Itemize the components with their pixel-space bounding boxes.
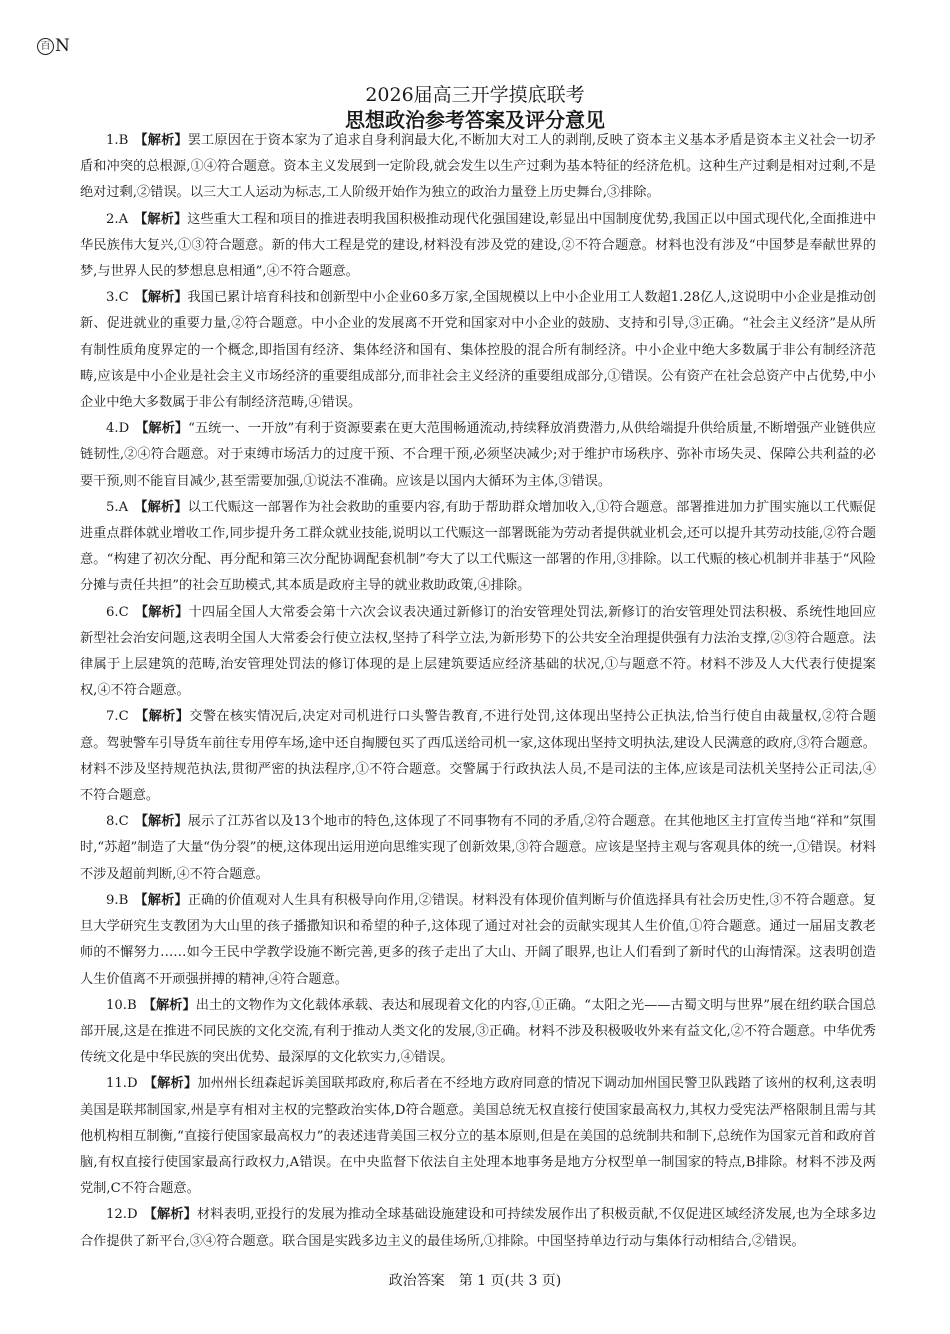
answer-item bbox=[80, 1202, 876, 1254]
logo-letter: N bbox=[55, 36, 70, 56]
answer-item bbox=[80, 888, 876, 993]
answer-item bbox=[80, 704, 876, 809]
analysis-text: 罢工原因在于资本家为了追求自身利润最大化,不断加大对工人的剥削,反映了资本主义基本矛盾是资本主义社会一切矛盾和冲突的总根源,①④符合题意。资本主义发展到一定阶段,就会发生以生产过剩为基本特征的经济危机。这种生产过剩是相对过剩,不是绝对过剩,②错误。以三大工人运动为标志,工人阶级开始作为独立的政治力量登上历史舞台,③排除。 bbox=[80, 133, 876, 201]
answer-number: 1.B bbox=[106, 133, 129, 148]
analysis-text: “五统一、一开放”有利于资源要素在更大范围畅通流动,持续释放消费潜力,从供给端提升供给质量,不断增强产业链供应链韧性,②④符合题意。对于束缚市场活力的过度干预、不合理干预,必须坚决减少;对于维护市场秩序、弥补市场失灵、保障公共利益的必要干预,则不能盲目减少,甚至需要加强,①说法不准确。应该是以国内大循环为主体,③错误。 bbox=[80, 421, 877, 489]
answer-item bbox=[80, 285, 876, 416]
analysis-text: 展示了江苏省以及13个地市的特色,这体现了不同事物有不同的矛盾,②符合题意。在其他地区主打宣传当地“祥和”氛围时,“苏超”制造了大量“伪分裂”的梗,这体现出运用逆向思维实现了创新效果,③符合题意。应该是坚持主观与客观具体的统一,①错误。材料不涉及超前判断,④不符合题意。 bbox=[80, 814, 876, 882]
analysis-text: 正确的价值观对人生具有积极导向作用,②错误。材料没有体现价值判断与价值选择具有社会历史性,③不符合题意。复旦大学研究生支教团为大山里的孩子播撒知识和希望的种子,这体现了通过对社会的贡献实现其人生价值,①符合题意。通过一届届支教老师的不懈努力……如今王民中学教学设施不断完善,更多的孩子走出了大山、开阔了眼界,也让人们看到了新时代的山海情深。这表明创造人生价值离不开顽强拼搏的精神,④符合题意。 bbox=[80, 892, 876, 987]
analysis-text: 这些重大工程和项目的推进表明我国积极推动现代化强国建设,彰显出中国制度优势,我国正以中国式现代化,全面推进中华民族伟大复兴,①③符合题意。新的伟大工程是党的建设,材料没有涉及党的建设,②不符合题意。材料也没有涉及“中国梦是奉献世界的梦,与世界人民的梦想息息相通”,④不符合题意。 bbox=[80, 211, 877, 280]
answer-number: 9.B bbox=[106, 892, 129, 908]
analysis-tag: 【解析】 bbox=[142, 997, 196, 1013]
logo-circle-mark: 百 bbox=[37, 38, 54, 55]
answer-item bbox=[80, 495, 876, 600]
analysis-text: 出土的文物作为文化载体承载、表达和展现着文化的内容,①正确。“太阳之光——古蜀文明与世界”展在纽约联合国总部开展,这是在推进不同民族的文化交流,有利于推动人类文化的发展,③正确。材料不涉及积极吸收外来有益文化,②不符合题意。中华优秀传统文化是中华民族的突出优势、最深厚的文化软实力,④错误。 bbox=[80, 997, 877, 1066]
analysis-text: 交警在核实情况后,决定对司机进行口头警告教育,不进行处罚,这体现出坚持公正执法,恰当行使自由裁量权,②符合题意。驾驶警车引导货车前往专用停车场,途中还自掏腰包买了西瓜送给司机一家,这体现出坚持文明执法,建设人民满意的政府,③符合题意。材料不涉及坚持规范执法,贯彻严密的执法程序,①不符合题意。交警属于行政执法人员,不是司法的主体,应该是司法机关坚持公正司法,④不符合题意。 bbox=[80, 709, 877, 804]
answer-list bbox=[80, 128, 876, 1255]
answer-item bbox=[80, 128, 876, 207]
answer-number: 7.C bbox=[106, 709, 129, 725]
answer-number: 2.A bbox=[106, 211, 129, 227]
answer-number: 12.D bbox=[106, 1207, 138, 1223]
analysis-text: 加州州长纽森起诉美国联邦政府,称后者在不经地方政府同意的情况下调动加州国民警卫队践踏了该州的权利,这表明美国是联邦制国家,州是享有相对主权的完整政治实体,D符合题意。美国总统无权直接行使国家最高权力,其权力受宪法严格限制且需与其他机构相互制衡,“直接行使国家最高权力”的表述违背美国三权分立的基本原则,但是在美国的总统制共和制下,总统作为国家元首和政府首脑,有权直接行使国家最高行政权力,A错误。在中央监督下依法自主处理本地事务是地方分权型单一制国家的特点,B排除。材料不涉及两党制,C不符合题意。 bbox=[80, 1076, 877, 1197]
analysis-tag: 【解析】 bbox=[134, 604, 189, 620]
analysis-tag: 【解析】 bbox=[134, 133, 188, 148]
answer-number: 4.D bbox=[106, 421, 130, 437]
answer-number: 5.A bbox=[106, 499, 129, 515]
answer-item bbox=[80, 993, 876, 1072]
answer-number: 8.C bbox=[106, 814, 129, 830]
answer-number: 11.D bbox=[106, 1076, 138, 1092]
answer-item bbox=[80, 416, 876, 495]
page-footer: 政治答案 第 1 页(共 3 页) bbox=[388, 1273, 562, 1289]
analysis-tag: 【解析】 bbox=[135, 421, 189, 437]
answer-item bbox=[80, 207, 876, 286]
document-subtitle: 思想政治参考答案及评分意见 bbox=[345, 108, 605, 132]
analysis-text: 十四届全国人大常委会第十六次会议表决通过新修订的治安管理处罚法,新修订的治安管理处罚法积极、系统性地回应新型社会治安问题,这表明全国人大常委会行使立法权,坚持了科学立法,为新形势下的公共安全治理提供强有力法治支撑,②③符合题意。法律属于上层建筑的范畴,治安管理处罚法的修订体现的是上层建筑要适应经济基础的状况,①与题意不符。材料不涉及人大代表行使提案权,④不符合题意。 bbox=[80, 604, 877, 699]
exam-title: 2026届高三开学摸底联考 bbox=[365, 84, 585, 106]
analysis-text: 材料表明,亚投行的发展为推动全球基础设施建设和可持续发展作出了积极贡献,不仅促进区域经济发展,也为全球多边合作提供了新平台,③④符合题意。联合国是实践多边主义的最佳场所,①排除。中国坚持单边行动与集体行动相结合,②错误。 bbox=[80, 1207, 877, 1249]
analysis-tag: 【解析】 bbox=[134, 499, 188, 515]
analysis-tag: 【解析】 bbox=[134, 290, 188, 306]
answer-item bbox=[80, 809, 876, 888]
answer-number: 6.C bbox=[106, 604, 129, 620]
analysis-text: 我国已累计培育科技和创新型中小企业60多万家,全国规模以上中小企业用工人数超1.28亿人,这说明中小企业是推动创新、促进就业的重要力量,②符合题意。中小企业的发展离不开党和国家对中小企业的鼓励、支持和引导,③正确。“社会主义经济”是从所有制性质角度界定的一个概念,即指国有经济、集体经济和国有、集体控股的混合所有制经济。中小企业中绝大多数属于非公有制经济范畴,应该是中小企业是社会主义市场经济的重要组成部分,而非社会主义经济的重要组成部分,①错误。公有资产在社会总资产中占优势,中小企业中绝大多数属于非公有制经济范畴,④错误。 bbox=[80, 290, 876, 411]
analysis-text: 以工代赈这一部署作为社会救助的重要内容,有助于帮助群众增加收入,①符合题意。部署推进加力扩围实施以工代赈促进重点群体就业增收工作,同步提升务工群众就业技能,说明以工代赈这一部署既能为劳动者提供就业机会,还可以提升其劳动技能,②符合题意。“构建了初次分配、再分配和第三次分配协调配套机制”夸大了以工代赈这一部署的作用,③排除。以工代赈的核心机制并非基于“风险分摊与责任共担”的社会互助模式,其本质是政府主导的就业救助政策,④排除。 bbox=[80, 499, 876, 594]
analysis-tag: 【解析】 bbox=[134, 709, 190, 725]
publisher-logo bbox=[37, 36, 70, 56]
answer-number: 3.C bbox=[106, 290, 129, 306]
analysis-tag: 【解析】 bbox=[143, 1207, 197, 1223]
analysis-tag: 【解析】 bbox=[134, 814, 188, 830]
analysis-tag: 【解析】 bbox=[143, 1076, 198, 1092]
analysis-tag: 【解析】 bbox=[134, 892, 188, 908]
answer-item bbox=[80, 1071, 876, 1202]
analysis-tag: 【解析】 bbox=[134, 211, 188, 227]
answer-number: 10.B bbox=[106, 997, 137, 1013]
answer-item bbox=[80, 600, 876, 705]
